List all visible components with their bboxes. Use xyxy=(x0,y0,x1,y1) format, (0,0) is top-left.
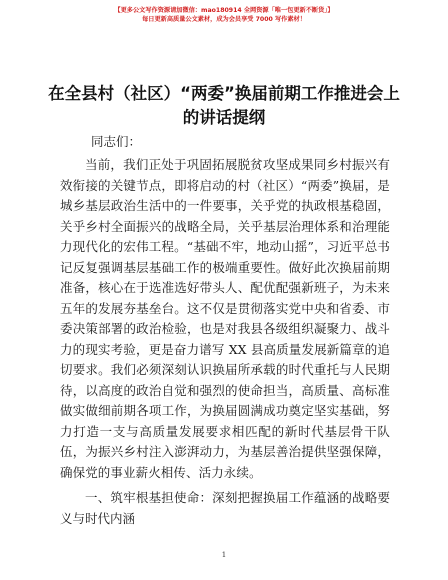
section-heading: 一、筑牢根基担使命：深刻把握换届工作蕴涵的战略要义与时代内涵 xyxy=(60,490,390,526)
promo-banner xyxy=(0,6,448,24)
salutation: 同志们： xyxy=(91,134,142,149)
promo-banner-line-2: 每日更新高质量公文素材，成为会员享受 7000 写作素材！ xyxy=(142,16,306,23)
body-paragraph: 当前，我们正处于巩固拓展脱贫攻坚成果同乡村振兴有效衔接的关键节点，即将启动的村（社区）“两委”换届，是城乡基层政治生活中的一件要事，关乎党的执政根基稳固，关乎乡村全面振兴的战略全局，关乎基层治理体系和治理能力现代化的宏伟工程。“基础不牢，地动山摇”，习近平总书记反复强调基层基础工作的极端重要性。做好此次换届前期准备，核心在于选准选好带头人、配优配强新班子，为未来五年的发展夯基垒台。这不仅是贯彻落实党中央和省委、市委决策部署的政治检验，也是对我县各级组织凝聚力、战斗力的现实考验，更是奋力谱写 XX 县高质量发展新篇章的追切要求。我们必须深刻认识换届所承载的时代重托与人民期待，以高度的政治自觉和强烈的使命担当，高质量、高标准做实做细前期各项工作，为换届圆满成功奠定坚实基础，努力打造一支与高质量发展要求相匹配的新时代基层骨干队伍，为振兴乡村注入澎湃动力，为基层善治提供坚强保障，确保党的事业薪火相传、活力永续。 xyxy=(60,157,390,480)
page-number: 1 xyxy=(221,551,227,559)
promo-banner-line-1: 【更多公文写作资源请加微信：mao180914 全网资源「唯一包更新不断货」】 xyxy=(114,7,334,14)
document-title: 在全县村（社区）“两委”换届前期工作推进会上的讲话提纲 xyxy=(48,84,400,127)
